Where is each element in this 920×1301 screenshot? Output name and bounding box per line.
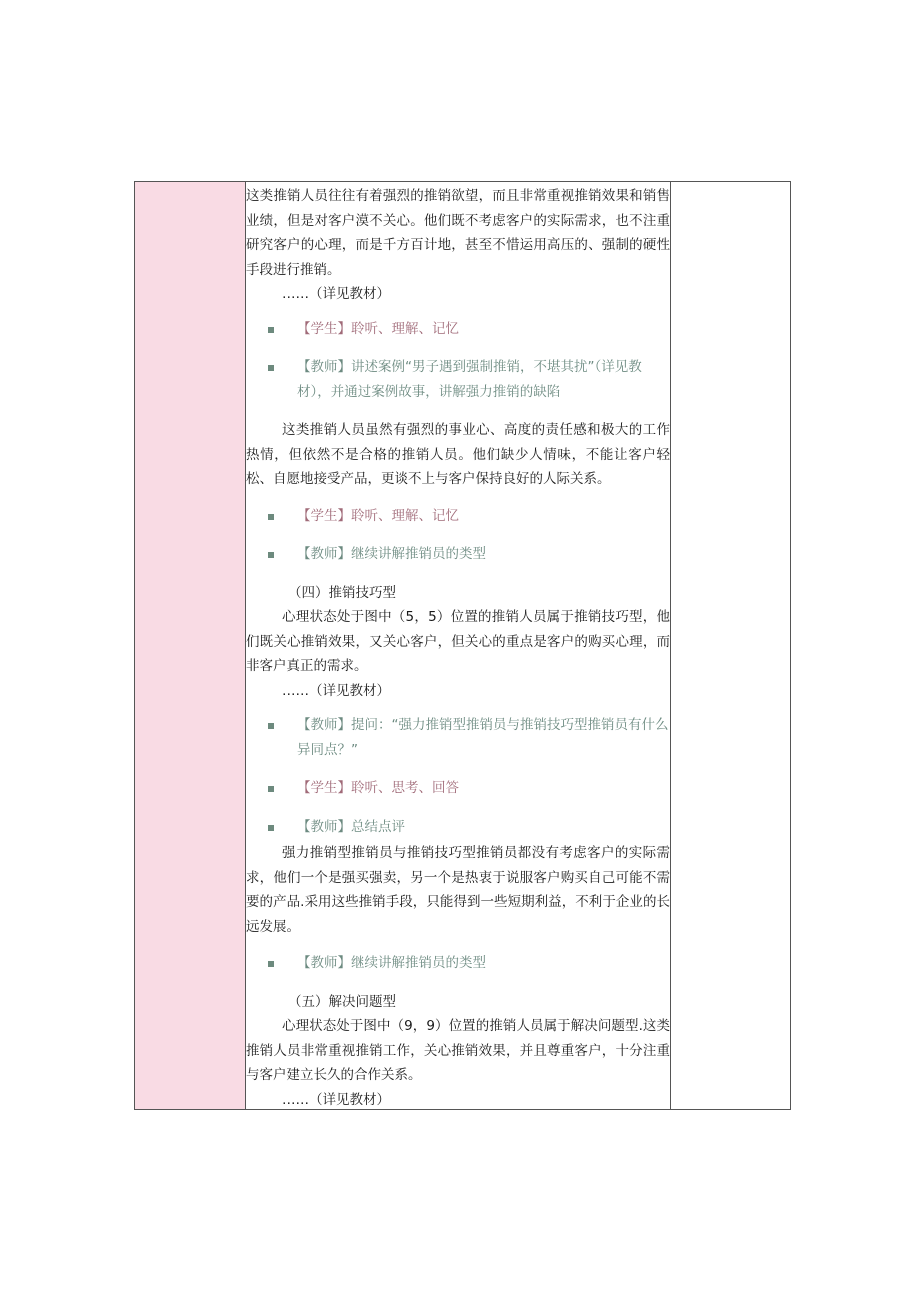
teacher-activity: 【教师】总结点评 xyxy=(246,815,670,840)
bullet-icon xyxy=(268,786,274,792)
bullet-icon xyxy=(268,327,274,333)
student-activity: 【学生】聆听、思考、回答 xyxy=(246,776,670,801)
bullet-icon xyxy=(268,365,274,371)
notes-column xyxy=(671,182,790,1109)
section-heading-skill-type: （四）推销技巧型 xyxy=(288,584,396,601)
section-heading-problem-solving: （五）解决问题型 xyxy=(288,993,396,1010)
bullet-icon xyxy=(268,723,274,729)
content-column xyxy=(246,182,671,1109)
bullet-icon xyxy=(268,961,274,967)
teacher-activity: 【教师】继续讲解推销员的类型 xyxy=(246,542,670,567)
lesson-table xyxy=(134,181,791,1110)
see-textbook-note: ……（详见教材） xyxy=(282,1091,390,1108)
teacher-activity: 【教师】讲述案例“男子遇到强制推销，不堪其扰”（详见教材），并通过案例故事，讲解强力推销的缺陷 xyxy=(246,355,670,404)
paragraph-problem-solving: 心理状态处于图中（9，9）位置的推销人员属于解决问题型.这类推销人员非常重视推销工作，关心推销效果，并且尊重客户，十分注重与客户建立长久的合作关系。 xyxy=(246,1018,670,1083)
bullet-icon xyxy=(268,552,274,558)
teacher-activity: 【教师】继续讲解推销员的类型 xyxy=(246,951,670,976)
paragraph-strong-sales: 这类推销人员往往有着强烈的推销欲望，而且非常重视推销效果和销售业绩，但是对客户漠不关心。他们既不考虑客户的实际需求，也不注重研究客户的心理，而是千方百计地，甚至不惜运用高压的、强制的硬性手段进行推销。 xyxy=(246,188,670,278)
paragraph-comparison: 强力推销型推销员与推销技巧型推销员都没有考虑客户的实际需求，他们一个是强买强卖，另一个是热衷于说服客户购买自己可能不需要的产品.采用这些推销手段，只能得到一些短期利益，不利于企业的长远发展。 xyxy=(246,845,670,935)
teacher-activity: 【教师】提问：“强力推销型推销员与推销技巧型推销员有什么异同点？” xyxy=(246,713,670,762)
paragraph-skill-type: 心理状态处于图中（5，5）位置的推销人员属于推销技巧型，他们既关心推销效果，又关心客户，但关心的重点是客户的购买心理，而非客户真正的需求。 xyxy=(246,609,670,674)
stage-column xyxy=(135,182,246,1109)
see-textbook-note: ……（详见教材） xyxy=(282,286,390,302)
student-activity: 【学生】聆听、理解、记忆 xyxy=(246,317,670,342)
bullet-icon xyxy=(268,825,274,831)
see-textbook-note: ……（详见教材） xyxy=(282,682,390,699)
paragraph-strong-sales-defects: 这类推销人员虽然有强烈的事业心、高度的责任感和极大的工作热情，但依然不是合格的推销人员。他们缺少人情味，不能让客户轻松、自愿地接受产品，更谈不上与客户保持良好的人际关系。 xyxy=(246,422,670,487)
bullet-icon xyxy=(268,514,274,520)
student-activity: 【学生】聆听、理解、记忆 xyxy=(246,504,670,529)
